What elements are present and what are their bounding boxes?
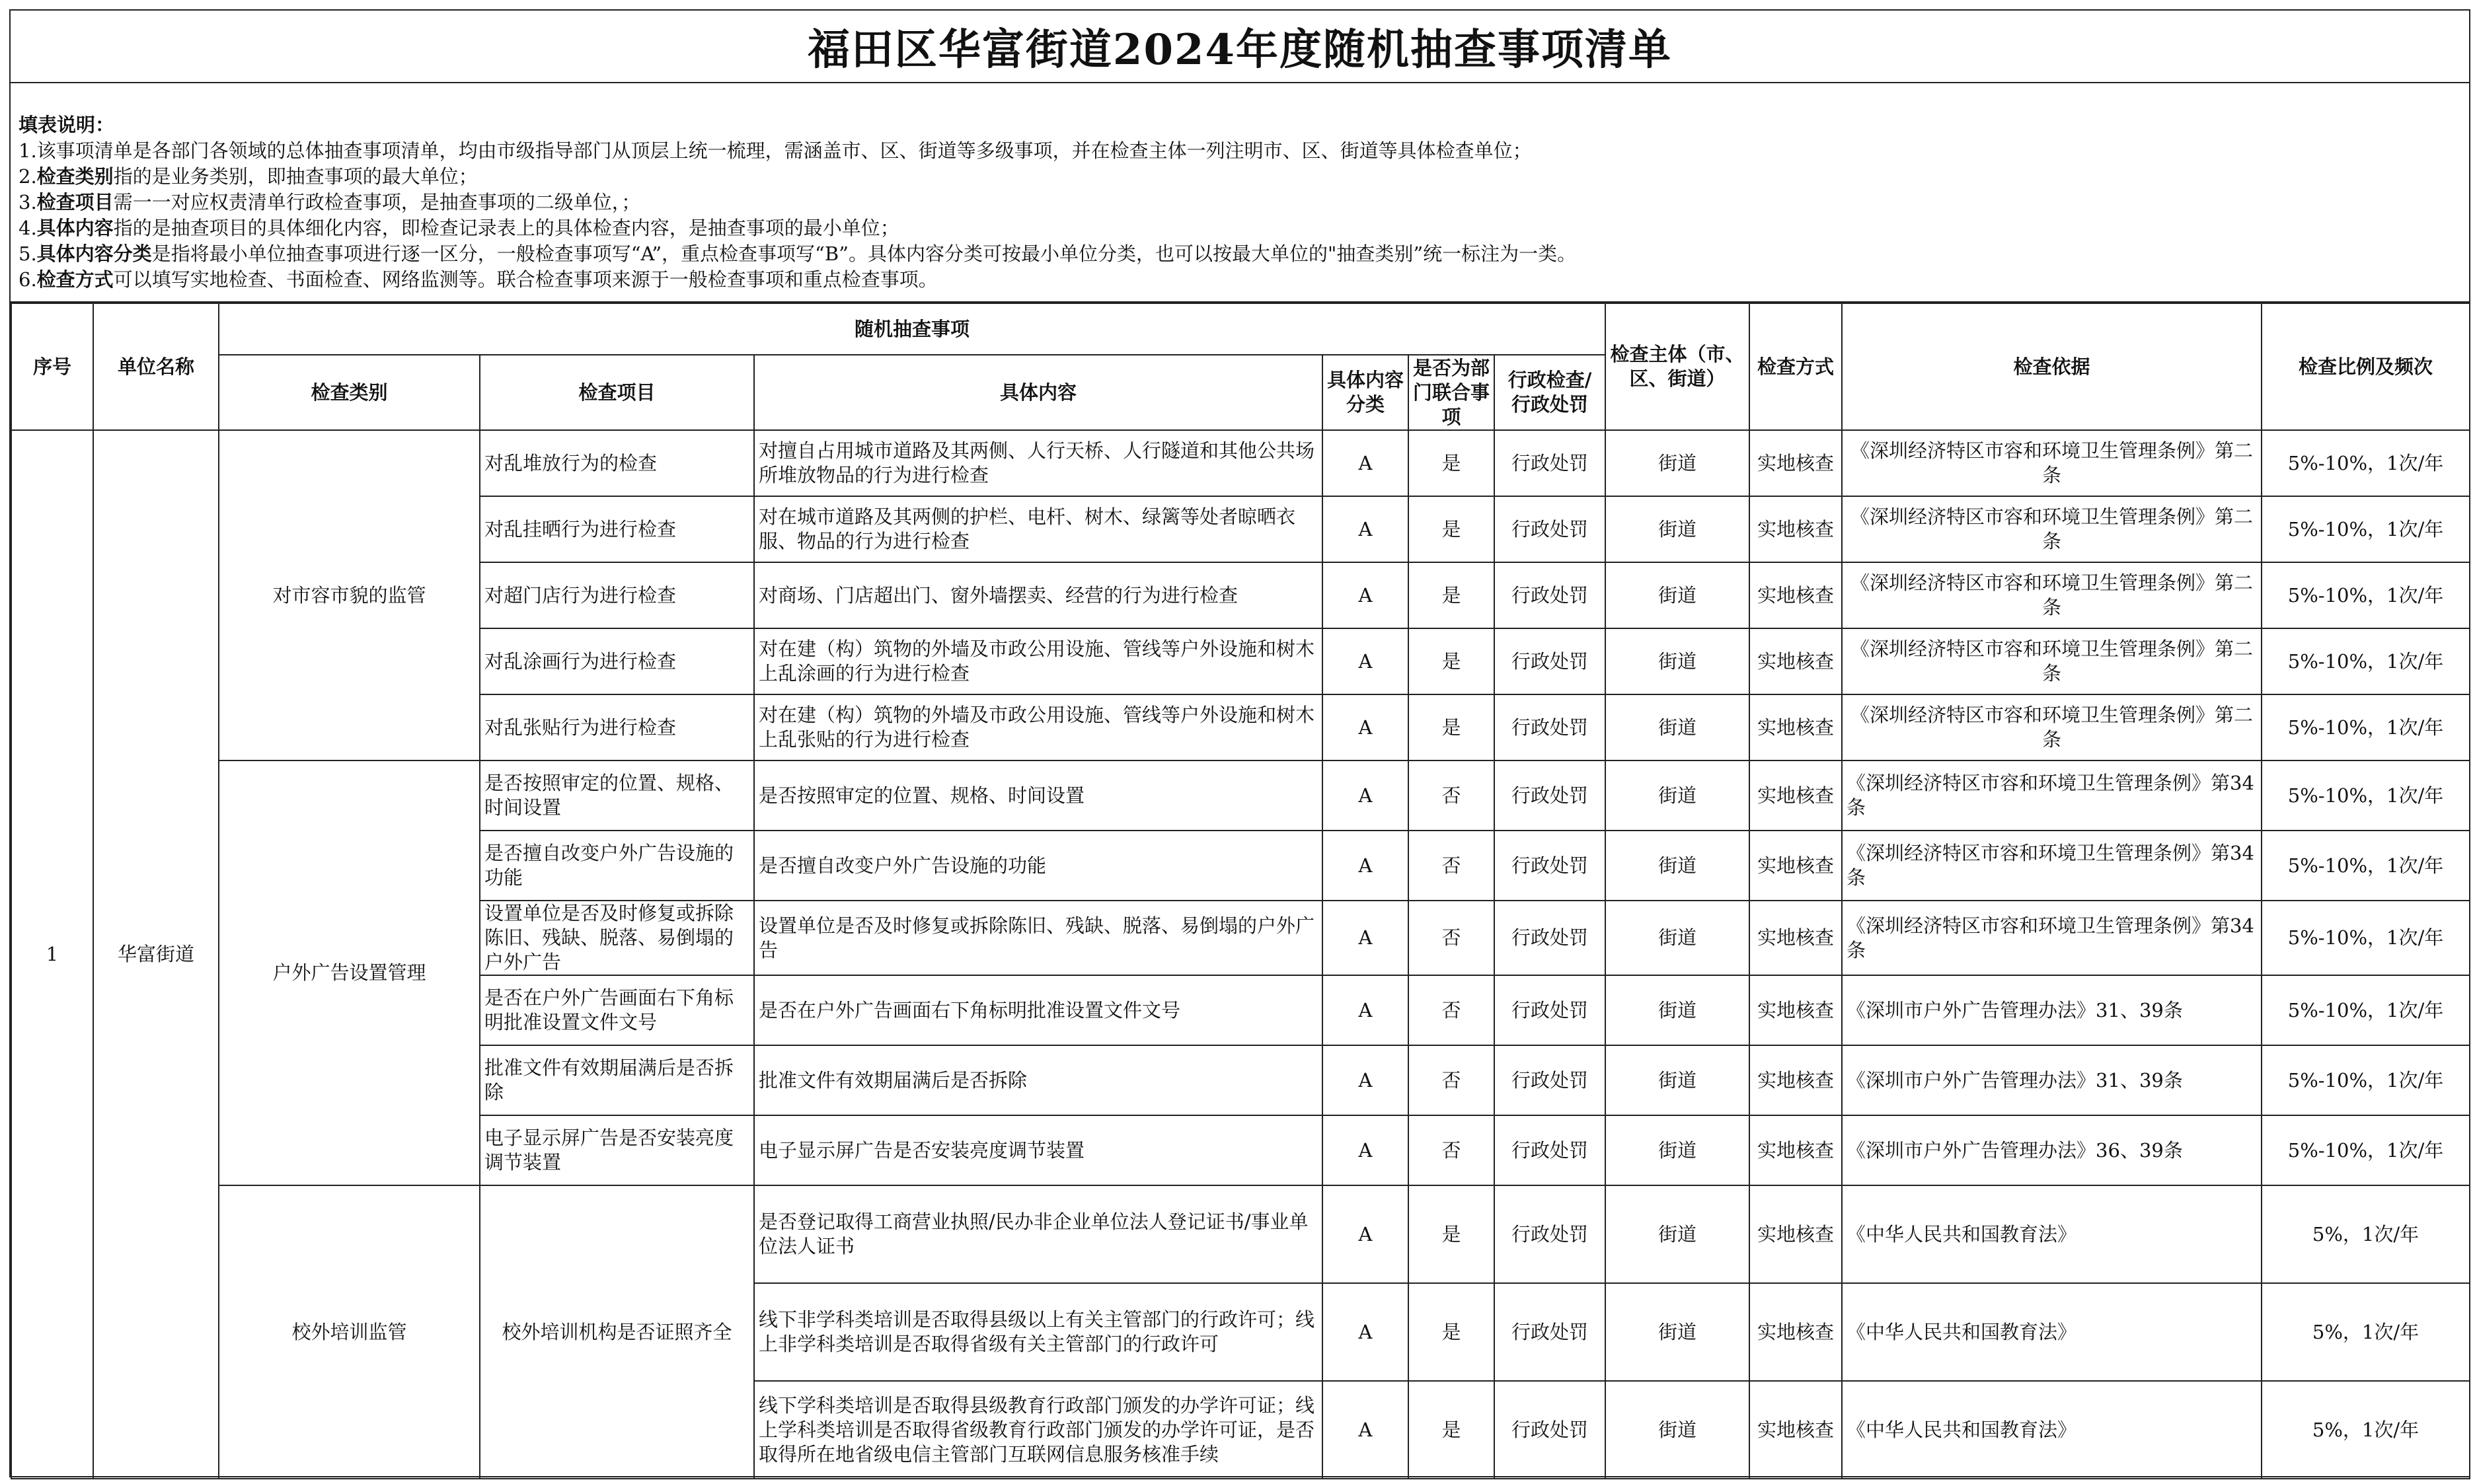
category-cell: 对市容市貌的监管 bbox=[219, 430, 480, 761]
class-cell: A bbox=[1322, 1115, 1408, 1185]
ratio-cell: 5%-10%，1次/年 bbox=[2262, 831, 2470, 901]
line-keyword: 检查方式 bbox=[36, 268, 114, 291]
item-cell: 是否在户外广告画面右下角标明批准设置文件文号 bbox=[480, 975, 754, 1045]
basis-cell: 《深圳经济特区市容和环境卫生管理条例》第二条 bbox=[1842, 562, 2262, 628]
item-cell: 是否擅自改变户外广告设施的功能 bbox=[480, 831, 754, 901]
instruction-line bbox=[19, 138, 2461, 164]
line-number: 5. bbox=[19, 242, 37, 265]
class-cell: A bbox=[1322, 628, 1408, 694]
method-cell: 实地核查 bbox=[1749, 562, 1842, 628]
method-cell: 实地核查 bbox=[1749, 831, 1842, 901]
ratio-cell: 5%-10%，1次/年 bbox=[2262, 901, 2470, 975]
line-text: 可以填写实地检查、书面检查、网络监测等。联合检查事项来源于一般检查事项和重点检查事项。 bbox=[113, 268, 938, 291]
joint-cell: 否 bbox=[1408, 901, 1494, 975]
line-keyword: 具体内容 bbox=[36, 217, 114, 239]
class-cell: A bbox=[1322, 1381, 1408, 1479]
method-cell: 实地核查 bbox=[1749, 975, 1842, 1045]
line-text: 需一一对应权责清单行政检查事项，是抽查事项的二级单位，； bbox=[113, 191, 641, 213]
header-content: 具体内容 bbox=[754, 355, 1322, 430]
content-cell: 是否在户外广告画面右下角标明批准设置文件文号 bbox=[754, 975, 1322, 1045]
method-cell: 实地核查 bbox=[1749, 1381, 1842, 1479]
class-cell: A bbox=[1322, 761, 1408, 831]
method-cell: 实地核查 bbox=[1749, 694, 1842, 761]
item-cell: 对超门店行为进行检查 bbox=[480, 562, 754, 628]
line-text: 是指将最小单位抽查事项进行逐一区分，一般检查事项写“A”，重点检查事项写“B”。具体内容分类可按最小单位分类，也可以按最大单位的"抽查类别”统一标注为一类。 bbox=[151, 242, 1577, 265]
content-cell: 是否按照审定的位置、规格、时间设置 bbox=[754, 761, 1322, 831]
subject-cell: 街道 bbox=[1605, 1045, 1749, 1115]
instructions bbox=[11, 82, 2469, 303]
category-cell: 户外广告设置管理 bbox=[219, 761, 480, 1185]
subject-cell: 街道 bbox=[1605, 1185, 1749, 1283]
basis-cell: 《深圳市户外广告管理办法》31、39条 bbox=[1842, 1045, 2262, 1115]
content-cell: 电子显示屏广告是否安装亮度调节装置 bbox=[754, 1115, 1322, 1185]
content-cell: 设置单位是否及时修复或拆除陈旧、残缺、脱落、易倒塌的户外广告 bbox=[754, 901, 1322, 975]
method-cell: 实地核查 bbox=[1749, 761, 1842, 831]
class-cell: A bbox=[1322, 1045, 1408, 1115]
line-text: 指的是抽查项目的具体细化内容，即检查记录表上的具体检查内容，是抽查事项的最小单位； bbox=[113, 217, 899, 239]
table-row bbox=[11, 430, 2470, 496]
joint-cell: 是 bbox=[1408, 496, 1494, 562]
subject-cell: 街道 bbox=[1605, 901, 1749, 975]
basis-cell: 《深圳经济特区市容和环境卫生管理条例》第34条 bbox=[1842, 901, 2262, 975]
basis-cell: 《中华人民共和国教育法》 bbox=[1842, 1185, 2262, 1283]
ratio-cell: 5%，1次/年 bbox=[2262, 1283, 2470, 1381]
seq-cell: 1 bbox=[11, 430, 93, 1479]
item-cell: 对乱挂晒行为进行检查 bbox=[480, 496, 754, 562]
spreadsheet bbox=[9, 9, 2470, 1477]
joint-cell: 是 bbox=[1408, 1381, 1494, 1479]
ratio-cell: 5%，1次/年 bbox=[2262, 1381, 2470, 1479]
item-cell: 设置单位是否及时修复或拆除陈旧、残缺、脱落、易倒塌的户外广告 bbox=[480, 901, 754, 975]
basis-cell: 《中华人民共和国教育法》 bbox=[1842, 1381, 2262, 1479]
ratio-cell: 5%-10%，1次/年 bbox=[2262, 1045, 2470, 1115]
method-cell: 实地核查 bbox=[1749, 430, 1842, 496]
instruction-line bbox=[19, 190, 2461, 215]
admin-cell: 行政处罚 bbox=[1494, 562, 1605, 628]
class-cell: A bbox=[1322, 496, 1408, 562]
category-cell: 校外培训监管 bbox=[219, 1185, 480, 1479]
subject-cell: 街道 bbox=[1605, 694, 1749, 761]
header-admin: 行政检查/行政处罚 bbox=[1494, 355, 1605, 430]
joint-cell: 是 bbox=[1408, 628, 1494, 694]
content-cell: 是否登记取得工商营业执照/民办非企业单位法人登记证书/事业单位法人证书 bbox=[754, 1185, 1322, 1283]
ratio-cell: 5%-10%，1次/年 bbox=[2262, 562, 2470, 628]
header-content-class: 具体内容分类 bbox=[1322, 355, 1408, 430]
content-cell: 对擅自占用城市道路及其两侧、人行天桥、人行隧道和其他公共场所堆放物品的行为进行检查 bbox=[754, 430, 1322, 496]
subject-cell: 街道 bbox=[1605, 761, 1749, 831]
instructions-header: 填表说明： bbox=[19, 114, 115, 136]
admin-cell: 行政处罚 bbox=[1494, 975, 1605, 1045]
basis-cell: 《深圳经济特区市容和环境卫生管理条例》第二条 bbox=[1842, 694, 2262, 761]
header-method: 检查方式 bbox=[1749, 303, 1842, 430]
content-cell: 是否擅自改变户外广告设施的功能 bbox=[754, 831, 1322, 901]
basis-cell: 《中华人民共和国教育法》 bbox=[1842, 1283, 2262, 1381]
joint-cell: 否 bbox=[1408, 831, 1494, 901]
item-cell: 是否按照审定的位置、规格、时间设置 bbox=[480, 761, 754, 831]
header-joint: 是否为部门联合事项 bbox=[1408, 355, 1494, 430]
ratio-cell: 5%-10%，1次/年 bbox=[2262, 496, 2470, 562]
admin-cell: 行政处罚 bbox=[1494, 1115, 1605, 1185]
item-cell: 对乱张贴行为进行检查 bbox=[480, 694, 754, 761]
subject-cell: 街道 bbox=[1605, 430, 1749, 496]
line-text: 指的是业务类别，即抽查事项的最大单位； bbox=[113, 165, 478, 188]
header-ratio: 检查比例及频次 bbox=[2262, 303, 2470, 430]
joint-cell: 否 bbox=[1408, 1045, 1494, 1115]
method-cell: 实地核查 bbox=[1749, 1115, 1842, 1185]
basis-cell: 《深圳经济特区市容和环境卫生管理条例》第34条 bbox=[1842, 831, 2262, 901]
admin-cell: 行政处罚 bbox=[1494, 1045, 1605, 1115]
subject-cell: 街道 bbox=[1605, 1381, 1749, 1479]
instruction-line bbox=[19, 164, 2461, 190]
basis-cell: 《深圳市户外广告管理办法》31、39条 bbox=[1842, 975, 2262, 1045]
content-cell: 对在城市道路及其两侧的护栏、电杆、树木、绿篱等处者晾晒衣服、物品的行为进行检查 bbox=[754, 496, 1322, 562]
admin-cell: 行政处罚 bbox=[1494, 761, 1605, 831]
header-subject: 检查主体（市、区、街道） bbox=[1605, 303, 1749, 430]
line-number: 2. bbox=[19, 165, 37, 188]
ratio-cell: 5%-10%，1次/年 bbox=[2262, 975, 2470, 1045]
method-cell: 实地核查 bbox=[1749, 1185, 1842, 1283]
method-cell: 实地核查 bbox=[1749, 901, 1842, 975]
class-cell: A bbox=[1322, 1185, 1408, 1283]
class-cell: A bbox=[1322, 975, 1408, 1045]
item-cell: 电子显示屏广告是否安装亮度调节装置 bbox=[480, 1115, 754, 1185]
header-basis: 检查依据 bbox=[1842, 303, 2262, 430]
ratio-cell: 5%-10%，1次/年 bbox=[2262, 694, 2470, 761]
instruction-line bbox=[19, 215, 2461, 241]
line-number: 6. bbox=[19, 268, 37, 291]
subject-cell: 街道 bbox=[1605, 975, 1749, 1045]
content-cell: 对商场、门店超出门、窗外墙摆卖、经营的行为进行检查 bbox=[754, 562, 1322, 628]
header-seq: 序号 bbox=[11, 303, 93, 430]
content-cell: 批准文件有效期届满后是否拆除 bbox=[754, 1045, 1322, 1115]
joint-cell: 是 bbox=[1408, 1185, 1494, 1283]
method-cell: 实地核查 bbox=[1749, 1283, 1842, 1381]
header-unit: 单位名称 bbox=[93, 303, 219, 430]
line-number: 3. bbox=[19, 191, 37, 213]
joint-cell: 否 bbox=[1408, 761, 1494, 831]
admin-cell: 行政处罚 bbox=[1494, 628, 1605, 694]
item-cell: 校外培训机构是否证照齐全 bbox=[480, 1185, 754, 1479]
admin-cell: 行政处罚 bbox=[1494, 1283, 1605, 1381]
joint-cell: 是 bbox=[1408, 1283, 1494, 1381]
table-row bbox=[11, 1185, 2470, 1283]
content-cell: 对在建（构）筑物的外墙及市政公用设施、管线等户外设施和树木上乱张贴的行为进行检查 bbox=[754, 694, 1322, 761]
subject-cell: 街道 bbox=[1605, 1283, 1749, 1381]
header-category: 检查类别 bbox=[219, 355, 480, 430]
joint-cell: 否 bbox=[1408, 1115, 1494, 1185]
class-cell: A bbox=[1322, 430, 1408, 496]
table-row bbox=[11, 761, 2470, 831]
line-keyword: 检查项目 bbox=[36, 191, 114, 213]
admin-cell: 行政处罚 bbox=[1494, 496, 1605, 562]
basis-cell: 《深圳经济特区市容和环境卫生管理条例》第二条 bbox=[1842, 628, 2262, 694]
page-title: 福田区华富街道2024年度随机抽查事项清单 bbox=[11, 11, 2469, 83]
joint-cell: 是 bbox=[1408, 694, 1494, 761]
header-random-items: 随机抽查事项 bbox=[219, 303, 1605, 355]
joint-cell: 否 bbox=[1408, 975, 1494, 1045]
subject-cell: 街道 bbox=[1605, 496, 1749, 562]
class-cell: A bbox=[1322, 1283, 1408, 1381]
line-keyword: 检查类别 bbox=[36, 165, 114, 188]
class-cell: A bbox=[1322, 831, 1408, 901]
admin-cell: 行政处罚 bbox=[1494, 1185, 1605, 1283]
ratio-cell: 5%-10%，1次/年 bbox=[2262, 1115, 2470, 1185]
item-cell: 对乱涂画行为进行检查 bbox=[480, 628, 754, 694]
line-text: 该事项清单是各部门各领域的总体抽查事项清单，均由市级指导部门从顶层上统一梳理，需涵盖市、区、街道等多级事项，并在检查主体一列注明市、区、街道等具体检查单位； bbox=[36, 139, 1532, 162]
joint-cell: 是 bbox=[1408, 562, 1494, 628]
joint-cell: 是 bbox=[1408, 430, 1494, 496]
ratio-cell: 5%-10%，1次/年 bbox=[2262, 628, 2470, 694]
method-cell: 实地核查 bbox=[1749, 1045, 1842, 1115]
basis-cell: 《深圳市户外广告管理办法》36、39条 bbox=[1842, 1115, 2262, 1185]
line-number: 1. bbox=[19, 139, 37, 162]
item-cell: 批准文件有效期届满后是否拆除 bbox=[480, 1045, 754, 1115]
inspection-table bbox=[11, 303, 2470, 1479]
line-keyword: 具体内容分类 bbox=[36, 242, 152, 265]
instruction-line bbox=[19, 241, 2461, 267]
class-cell: A bbox=[1322, 562, 1408, 628]
method-cell: 实地核查 bbox=[1749, 496, 1842, 562]
admin-cell: 行政处罚 bbox=[1494, 1381, 1605, 1479]
content-cell: 线下学科类培训是否取得县级教育行政部门颁发的办学许可证；线上学科类培训是否取得省级教育行政部门颁发的办学许可证，是否取得所在地省级电信主管部门互联网信息服务核准手续 bbox=[754, 1381, 1322, 1479]
admin-cell: 行政处罚 bbox=[1494, 831, 1605, 901]
content-cell: 线下非学科类培训是否取得县级以上有关主管部门的行政许可；线上非学科类培训是否取得省级有关主管部门的行政许可 bbox=[754, 1283, 1322, 1381]
class-cell: A bbox=[1322, 901, 1408, 975]
ratio-cell: 5%-10%，1次/年 bbox=[2262, 430, 2470, 496]
class-cell: A bbox=[1322, 694, 1408, 761]
admin-cell: 行政处罚 bbox=[1494, 694, 1605, 761]
basis-cell: 《深圳经济特区市容和环境卫生管理条例》第34条 bbox=[1842, 761, 2262, 831]
subject-cell: 街道 bbox=[1605, 831, 1749, 901]
method-cell: 实地核查 bbox=[1749, 628, 1842, 694]
ratio-cell: 5%-10%，1次/年 bbox=[2262, 761, 2470, 831]
line-number: 4. bbox=[19, 217, 37, 239]
header-item: 检查项目 bbox=[480, 355, 754, 430]
subject-cell: 街道 bbox=[1605, 1115, 1749, 1185]
admin-cell: 行政处罚 bbox=[1494, 430, 1605, 496]
ratio-cell: 5%，1次/年 bbox=[2262, 1185, 2470, 1283]
admin-cell: 行政处罚 bbox=[1494, 901, 1605, 975]
subject-cell: 街道 bbox=[1605, 562, 1749, 628]
basis-cell: 《深圳经济特区市容和环境卫生管理条例》第二条 bbox=[1842, 430, 2262, 496]
basis-cell: 《深圳经济特区市容和环境卫生管理条例》第二条 bbox=[1842, 496, 2262, 562]
instruction-line bbox=[19, 267, 2461, 293]
unit-cell: 华富街道 bbox=[93, 430, 219, 1479]
subject-cell: 街道 bbox=[1605, 628, 1749, 694]
content-cell: 对在建（构）筑物的外墙及市政公用设施、管线等户外设施和树木上乱涂画的行为进行检查 bbox=[754, 628, 1322, 694]
item-cell: 对乱堆放行为的检查 bbox=[480, 430, 754, 496]
